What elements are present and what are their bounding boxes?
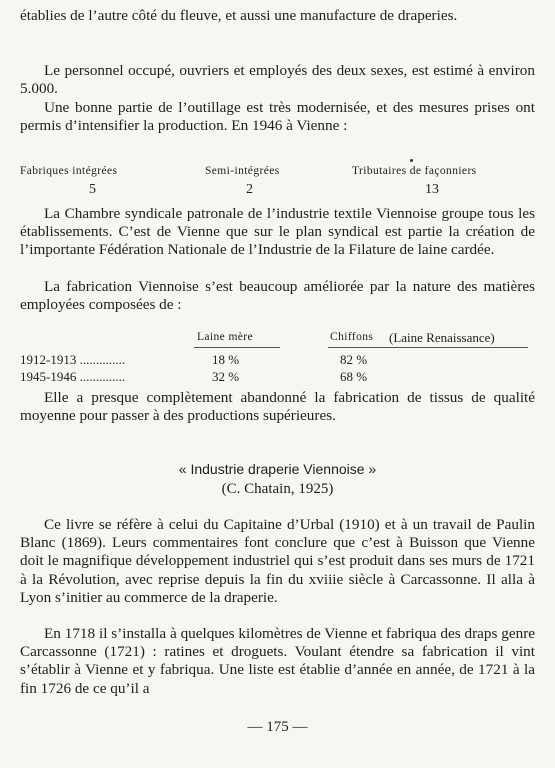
table2-row2-chiffons: 68 % bbox=[340, 369, 368, 384]
paragraph-8: En 1718 il s’installa à quelques kilomètres de Vienne et fabriqua des draps genre Carcassonne (1721) : ratines et droguets. Voulant étendre sa fabrication il vint s’établir à Vienne et y fabriqua. Une liste est établie d’année en année, de 1721 à la fin 1726 de ce qu’il a bbox=[20, 625, 535, 697]
table2-row1-chiffons: 82 % bbox=[340, 352, 368, 367]
table2-rule-1 bbox=[194, 347, 280, 348]
ink-dot bbox=[410, 159, 413, 162]
paragraph-6: Elle a presque complètement abandonné la fabrication de tissus de qualité moyenne pour passer à des productions supérieures. bbox=[20, 389, 535, 425]
table2-row2-year: 1945-1946 .............. bbox=[20, 369, 126, 384]
table1-header-1: Fabriques intégrées bbox=[20, 165, 118, 177]
table1-header-2: Semi-intégrées bbox=[205, 165, 280, 177]
table2-header-chiffons: Chiffons bbox=[330, 331, 374, 343]
table1-header-3: Tributaires de façonniers bbox=[352, 165, 477, 177]
paragraph-1: établies de l’autre côté du fleuve, et aussi une manufacture de draperies. bbox=[20, 7, 458, 24]
paragraph-2: Le personnel occupé, ouvriers et employés des deux sexes, est estimé à environ 5.000. bbox=[20, 62, 535, 98]
table2-rule-2 bbox=[328, 347, 528, 348]
table2-row1-laine: 18 % bbox=[212, 352, 240, 367]
table1-value-2: 2 bbox=[246, 182, 253, 197]
paragraph-5: La fabrication Viennoise s’est beaucoup améliorée par la nature des matières employées composées de : bbox=[20, 278, 535, 314]
paragraph-3: Une bonne partie de l’outillage est très modernisée, et des mesures prises ont permis d’intensifier la production. En 1946 à Vienne : bbox=[20, 99, 535, 135]
page-number: — 175 — bbox=[247, 719, 308, 735]
table2-row1-year: 1912-1913 .............. bbox=[20, 352, 126, 367]
table1-value-1: 5 bbox=[89, 182, 96, 197]
paragraph-4: La Chambre syndicale patronale de l’industrie textile Viennoise groupe tous les établissements. C’est de Vienne que sur le plan syndical est partie la création de l’importante Fédération Nationale de l’Industrie de la Filature de laine cardée. bbox=[20, 205, 535, 259]
table2-header-note: (Laine Renaissance) bbox=[389, 330, 495, 345]
section-subtitle: (C. Chatain, 1925) bbox=[221, 481, 334, 497]
table1-value-3: 13 bbox=[425, 182, 439, 197]
table2-header-laine: Laine mère bbox=[197, 331, 254, 343]
section-title: « Industrie draperie Viennoise » bbox=[178, 461, 377, 477]
table2-row2-laine: 32 % bbox=[212, 369, 240, 384]
paragraph-7: Ce livre se réfère à celui du Capitaine d’Urbal (1910) et à un travail de Paulin Blanc (1869). Leurs commentaires font conclure que c’est à Buisson que Vienne doit le magnifique développement industriel qui s’est produit dans ses murs de 1721 à la Révolution, avec reprise depuis la fin du xviiie siècle à Carcassonne. Il alla à Lyon s’initier au commerce de la draperie. bbox=[20, 516, 535, 606]
